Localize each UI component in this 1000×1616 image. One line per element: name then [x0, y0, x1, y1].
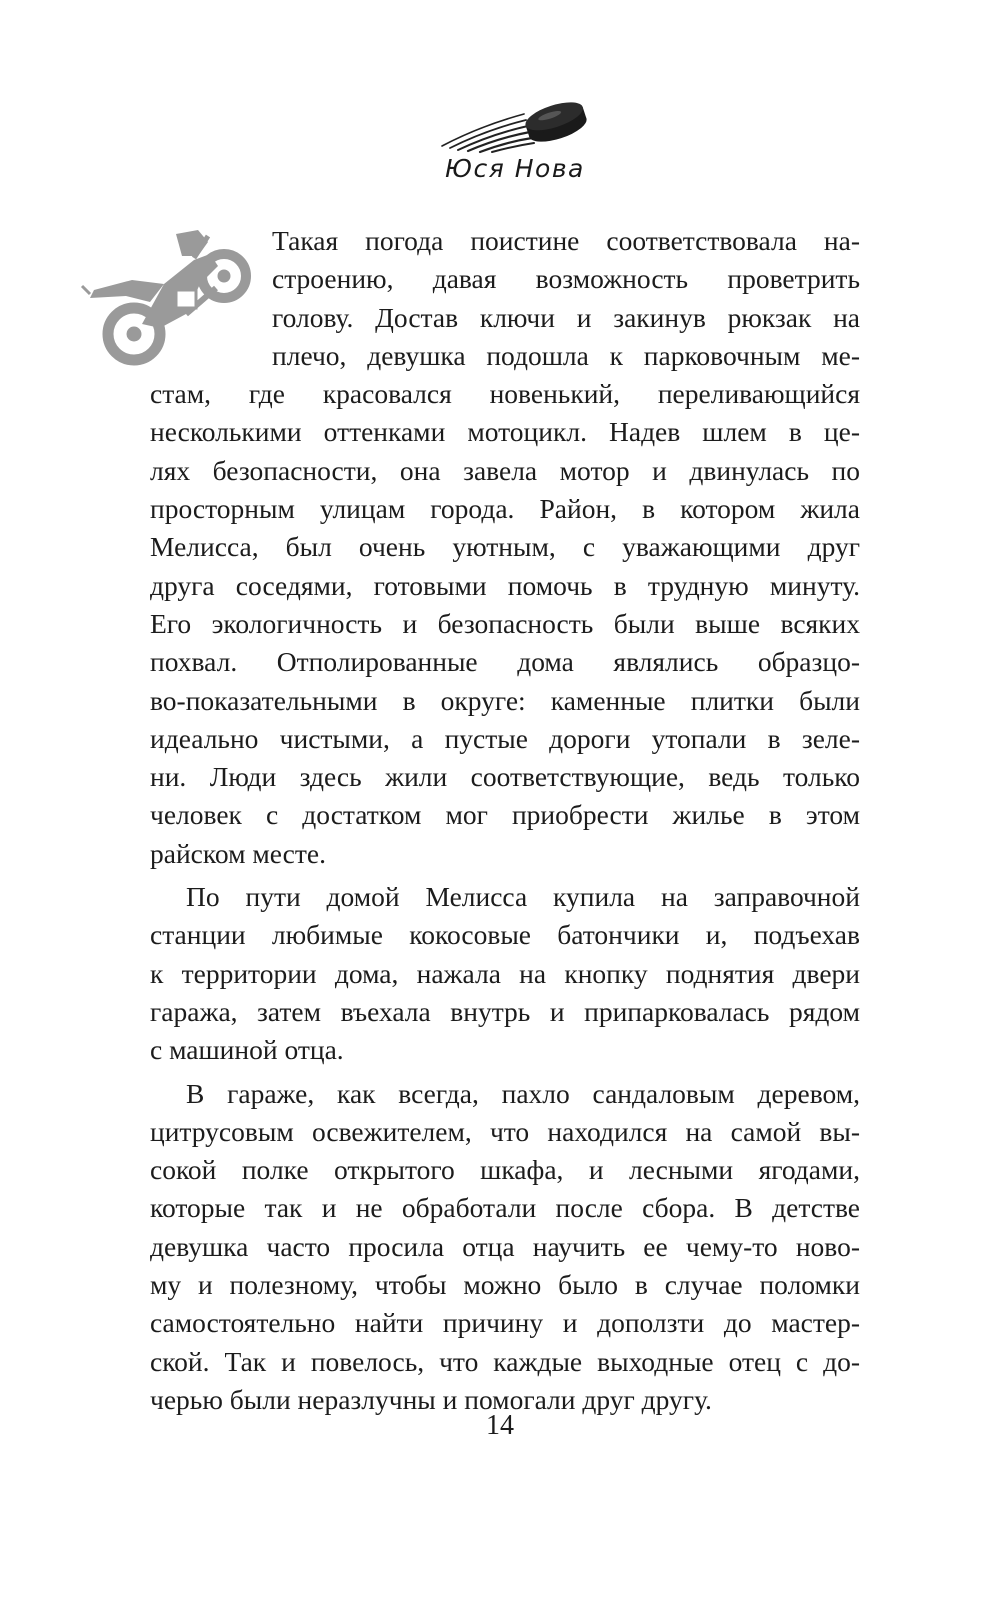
text-line: несколькими оттенками мотоцикл. Надев шлем в це-	[150, 416, 860, 448]
text-line: к территории дома, нажала на кнопку поднятия двери	[150, 957, 860, 989]
text-line: которые так и не обработали после сбора. В детстве	[150, 1192, 860, 1224]
text-line: самостоятельно найти причину и доползти до мастер-	[150, 1307, 860, 1339]
text-line: человек с достатком мог приобрести жилье в этом	[150, 799, 860, 831]
text-line: райском месте.	[150, 837, 326, 869]
hockey-puck-icon	[440, 92, 590, 156]
text-line: Его экологичность и безопасность были выше всяких	[150, 607, 860, 639]
running-header	[0, 88, 1000, 198]
text-line: му и полезному, чтобы можно было в случае поломки	[150, 1269, 860, 1301]
text-line: стам, где красовался новенький, переливающийся	[150, 378, 860, 410]
text-line: Мелисса, был очень уютным, с уважающими друг	[150, 531, 860, 563]
text-line: во-показательными в округе: каменные плитки были	[150, 684, 860, 716]
text-line: строению, давая возможность проветрить	[272, 263, 860, 295]
text-line: цитрусовым освежителем, что находился на самой вы-	[150, 1115, 860, 1147]
text-line: голову. Достав ключи и закинув рюкзак на	[272, 301, 860, 333]
text-line: станции любимые кокосовые батончики и, подъехав	[150, 919, 860, 951]
text-line: В гараже, как всегда, пахло сандаловым деревом,	[186, 1077, 860, 1109]
text-line: черью были неразлучны и помогали друг другу.	[150, 1383, 712, 1415]
body-text	[150, 222, 860, 1419]
text-line: друга соседями, готовыми помочь в трудную минуту.	[150, 569, 860, 601]
text-line: идеально чистыми, а пустые дороги утопали в зеле-	[150, 722, 860, 754]
text-line: лях безопасности, она завела мотор и двинулась по	[150, 454, 860, 486]
text-line: просторным улицам города. Район, в котором жила	[150, 493, 860, 525]
text-line: плечо, девушка подошла к парковочным ме-	[272, 339, 860, 371]
text-line: ни. Люди здесь жили соответствующие, ведь только	[150, 761, 860, 793]
page-number: 14	[486, 1410, 514, 1441]
text-line: гаража, затем въехала внутрь и припарковалась рядом	[150, 995, 860, 1027]
author-name: Юся Нова	[445, 154, 585, 183]
text-line: сокой полке открытого шкафа, и лесными ягодами,	[150, 1154, 860, 1186]
text-line: Такая погода поистине соответствовала на-	[272, 225, 860, 256]
text-line: По пути домой Мелисса купила на заправочной	[186, 881, 860, 913]
text-line: ской. Так и повелось, что каждые выходные отец с до-	[150, 1345, 860, 1377]
text-line: похвал. Отполированные дома являлись образцо-	[150, 646, 860, 678]
text-line: девушка часто просила отца научить ее чему-то ново-	[150, 1230, 860, 1262]
text-line: с машиной отца.	[150, 1034, 344, 1066]
